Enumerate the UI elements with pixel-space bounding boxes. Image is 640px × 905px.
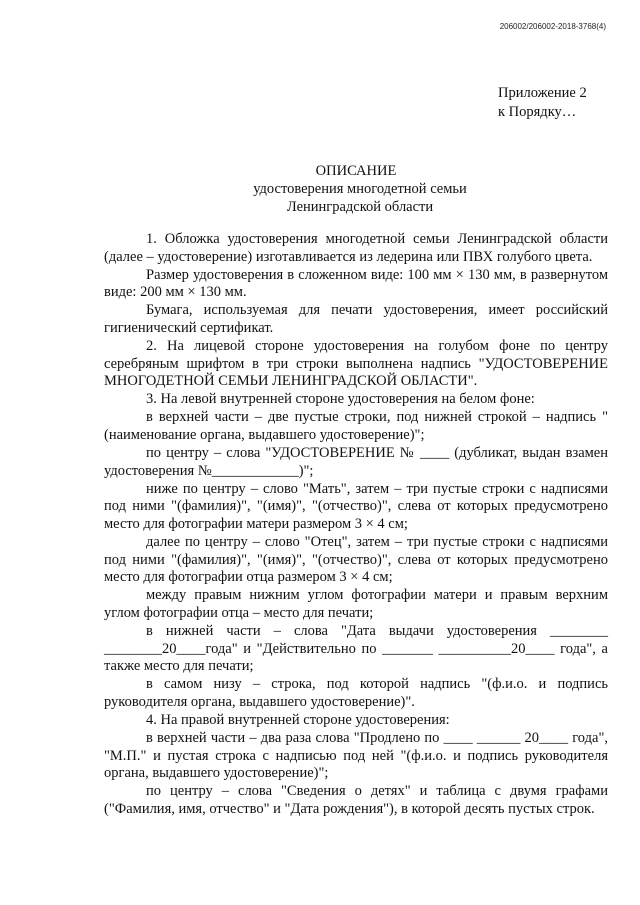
paragraph-9: далее по центру – слово "Отец", затем – три пустые строки с надписями под ними "(фамилия)", "(имя)", "(отчество)", слева от которых предусмотрено место для фотографии отца размером 3 × 4 см; xyxy=(104,534,608,586)
paragraph-3: Бумага, используемая для печати удостоверения, имеет российский гигиенический сертификат. xyxy=(104,302,608,336)
paragraph-5: 3. На левой внутренней стороне удостоверения на белом фоне: xyxy=(146,391,535,408)
title-subheading-2: Ленинградской области xyxy=(286,199,434,215)
paragraph-13: 4. На правой внутренней стороне удостоверения: xyxy=(146,712,450,729)
title-heading: ОПИСАНИЕ xyxy=(315,163,397,179)
paragraph-14: в верхней части – два раза слова "Продлено по ____ ______ 20____ года", "М.П." и пустая строка с надписью под ней "(ф.и.о. и подпись руководителя органа, выдавшего удостоверение)"; xyxy=(104,730,608,782)
document-registration-number: 206002/206002-2018-3768(4) xyxy=(499,22,606,31)
document-title xyxy=(0,162,640,216)
appendix-reference xyxy=(498,84,587,122)
paragraph-11: в нижней части – слова "Дата выдачи удостоверения ________ ________20____года" и "Действительно по _______ __________20____ года", а также место для печати; xyxy=(104,623,608,675)
paragraph-4: 2. На лицевой стороне удостоверения на голубом фоне по центру серебряным шрифтом в три строки выполнена надпись "УДОСТОВЕРЕНИЕ МНОГОДЕТНОЙ СЕМЬИ ЛЕНИНГРАДСКОЙ ОБЛАСТИ". xyxy=(104,338,608,390)
appendix-line-1: Приложение 2 xyxy=(498,85,587,101)
document-body xyxy=(104,231,608,819)
paragraph-6: в верхней части – две пустые строки, под нижней строкой – надпись "(наименование органа, выдавшего удостоверение)"; xyxy=(104,409,608,444)
paragraph-12: в самом низу – строка, под которой надпись "(ф.и.о. и подпись руководителя органа, выдавшего удостоверение)". xyxy=(104,676,608,710)
paragraph-2: Размер удостоверения в сложенном виде: 100 мм × 130 мм, в развернутом виде: 200 мм × 130 мм. xyxy=(104,266,608,301)
paragraph-8: ниже по центру – слово "Мать", затем – три пустые строки с надписями под ними "(фамилия)", "(имя)", "(отчество)", слева от которых предусмотрено место для фотографии матери размером 3 × 4 см; xyxy=(104,480,608,532)
paragraph-15: по центру – слова "Сведения о детях" и таблица с двумя графами ("Фамилия, имя, отчество" и "Дата рождения"), в которой десять пустых строк. xyxy=(104,783,608,817)
title-subheading-1: удостоверения многодетной семьи xyxy=(253,181,467,197)
appendix-line-2: к Порядку… xyxy=(498,104,577,120)
paragraph-10: между правым нижним углом фотографии матери и правым верхним углом фотографии отца – место для печати; xyxy=(104,587,608,621)
paragraph-7: по центру – слова "УДОСТОВЕРЕНИЕ № ____ (дубликат, выдан взамен удостоверения №____________)"; xyxy=(104,445,608,479)
paragraph-1: 1. Обложка удостоверения многодетной семьи Ленинградской области (далее – удостоверение) изготавливается из ледерина или ПВХ голубого цвета. xyxy=(104,231,608,265)
